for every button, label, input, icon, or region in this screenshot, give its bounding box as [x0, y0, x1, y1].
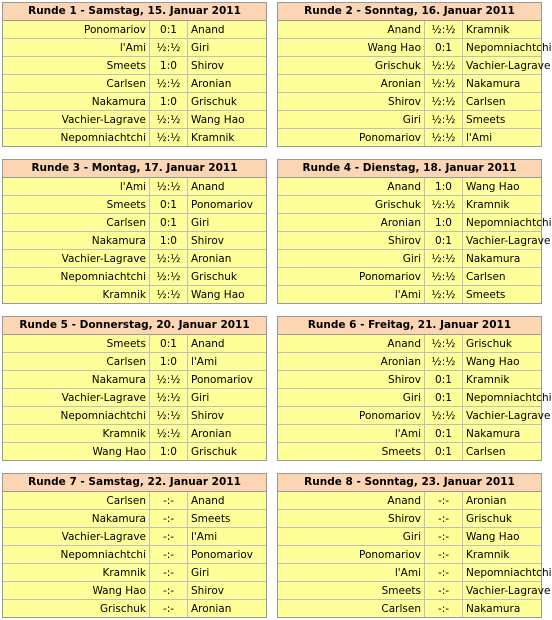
game-result: -:-	[150, 600, 188, 618]
game-result: ½:½	[425, 353, 463, 371]
game-result: 0:1	[150, 21, 188, 39]
round-8-table	[277, 473, 552, 618]
black-player: Nepomniachtchi	[463, 564, 542, 582]
white-player: l'Ami	[3, 178, 150, 196]
game-row	[278, 335, 541, 353]
game-row	[3, 443, 266, 461]
white-player: Carlsen	[3, 353, 150, 371]
black-player: Wang Hao	[463, 178, 542, 196]
white-player: Anand	[278, 492, 425, 510]
black-player: Nakamura	[463, 250, 542, 268]
white-player: Aronian	[278, 75, 425, 93]
white-player: l'Ami	[278, 564, 425, 582]
white-player: Giri	[278, 250, 425, 268]
white-player: Grischuk	[278, 57, 425, 75]
game-result: -:-	[150, 510, 188, 528]
round-title: Runde 3 - Montag, 17. Januar 2011	[3, 160, 266, 178]
black-player: Grischuk	[463, 510, 542, 528]
black-player: Kramnik	[463, 546, 542, 564]
white-player: Nepomniachtchi	[3, 407, 150, 425]
white-player: Aronian	[278, 353, 425, 371]
game-result: -:-	[425, 564, 463, 582]
black-player: l'Ami	[463, 129, 542, 147]
game-row	[3, 178, 266, 196]
white-player: Smeets	[3, 196, 150, 214]
white-player: Anand	[278, 335, 425, 353]
game-result: 0:1	[150, 335, 188, 353]
black-player: Nakamura	[463, 600, 542, 618]
white-player: Smeets	[3, 335, 150, 353]
white-player: Shirov	[278, 510, 425, 528]
white-player: Nakamura	[3, 93, 150, 111]
black-player: l'Ami	[188, 528, 267, 546]
white-player: Ponomariov	[278, 407, 425, 425]
black-player: Vachier-Lagrave	[463, 232, 542, 250]
white-player: l'Ami	[278, 286, 425, 304]
game-row	[3, 528, 266, 546]
game-result: 0:1	[425, 371, 463, 389]
game-row	[3, 214, 266, 232]
black-player: Aronian	[188, 75, 267, 93]
white-player: Wang Hao	[3, 443, 150, 461]
black-player: l'Ami	[188, 353, 267, 371]
black-player: Giri	[188, 389, 267, 407]
black-player: Shirov	[188, 57, 267, 75]
game-row	[3, 353, 266, 371]
black-player: Nepomniachtchi	[463, 214, 542, 232]
black-player: Giri	[188, 39, 267, 57]
game-result: ½:½	[150, 425, 188, 443]
black-player: Wang Hao	[463, 353, 542, 371]
round-5-table	[2, 316, 267, 461]
game-row	[278, 582, 541, 600]
white-player: Ponomariov	[278, 546, 425, 564]
game-row	[278, 268, 541, 286]
black-player: Aronian	[188, 425, 267, 443]
black-player: Kramnik	[463, 196, 542, 214]
white-player: Kramnik	[3, 425, 150, 443]
black-player: Anand	[188, 178, 267, 196]
game-result: ½:½	[150, 250, 188, 268]
game-row	[278, 492, 541, 510]
game-row	[3, 232, 266, 250]
round-1-table	[2, 2, 267, 147]
white-player: Kramnik	[3, 286, 150, 304]
white-player: Giri	[278, 389, 425, 407]
games-table	[3, 335, 266, 460]
game-result: 0:1	[150, 214, 188, 232]
white-player: Grischuk	[3, 600, 150, 618]
round-title: Runde 4 - Dienstag, 18. Januar 2011	[278, 160, 541, 178]
white-player: Nepomniachtchi	[3, 129, 150, 147]
white-player: Smeets	[3, 57, 150, 75]
round-4-table	[277, 159, 552, 304]
white-player: Giri	[278, 528, 425, 546]
black-player: Anand	[188, 492, 267, 510]
white-player: Carlsen	[3, 214, 150, 232]
round-title: Runde 5 - Donnerstag, 20. Januar 2011	[3, 317, 266, 335]
black-player: Kramnik	[463, 21, 542, 39]
game-row	[278, 528, 541, 546]
black-player: Carlsen	[463, 268, 542, 286]
white-player: Wang Hao	[278, 39, 425, 57]
game-row	[278, 250, 541, 268]
game-result: 1:0	[425, 178, 463, 196]
black-player: Aronian	[463, 492, 542, 510]
white-player: Vachier-Lagrave	[3, 389, 150, 407]
game-row	[3, 600, 266, 618]
black-player: Kramnik	[463, 371, 542, 389]
game-row	[3, 389, 266, 407]
game-result: -:-	[425, 492, 463, 510]
white-player: Shirov	[278, 232, 425, 250]
white-player: Carlsen	[3, 75, 150, 93]
game-result: ½:½	[150, 111, 188, 129]
games-table	[278, 335, 552, 460]
games-table	[3, 492, 266, 617]
game-result: ½:½	[425, 196, 463, 214]
black-player: Nepomniachtchi	[463, 389, 542, 407]
game-row	[3, 93, 266, 111]
game-result: ½:½	[150, 178, 188, 196]
white-player: Nepomniachtchi	[3, 268, 150, 286]
game-row	[3, 425, 266, 443]
game-row	[278, 510, 541, 528]
game-result: ½:½	[425, 21, 463, 39]
game-result: 0:1	[425, 389, 463, 407]
game-result: ½:½	[425, 93, 463, 111]
game-result: -:-	[150, 546, 188, 564]
black-player: Aronian	[188, 250, 267, 268]
black-player: Shirov	[188, 232, 267, 250]
black-player: Carlsen	[463, 93, 542, 111]
white-player: Carlsen	[3, 492, 150, 510]
white-player: Nepomniachtchi	[3, 546, 150, 564]
white-player: Giri	[278, 111, 425, 129]
round-6-table	[277, 316, 552, 461]
game-result: -:-	[425, 510, 463, 528]
black-player: Anand	[188, 335, 267, 353]
white-player: Anand	[278, 178, 425, 196]
game-row	[278, 178, 541, 196]
black-player: Grischuk	[188, 268, 267, 286]
game-row	[278, 129, 541, 147]
game-result: ½:½	[150, 39, 188, 57]
black-player: Shirov	[188, 582, 267, 600]
black-player: Nakamura	[463, 75, 542, 93]
game-row	[3, 39, 266, 57]
game-result: 0:1	[425, 425, 463, 443]
white-player: Wang Hao	[3, 582, 150, 600]
game-result: 1:0	[150, 443, 188, 461]
game-row	[278, 93, 541, 111]
game-row	[278, 564, 541, 582]
game-row	[3, 57, 266, 75]
games-table	[3, 178, 266, 303]
game-row	[278, 196, 541, 214]
game-row	[278, 425, 541, 443]
game-row	[3, 111, 266, 129]
game-row	[3, 268, 266, 286]
white-player: Vachier-Lagrave	[3, 111, 150, 129]
black-player: Ponomariov	[188, 196, 267, 214]
game-row	[3, 546, 266, 564]
games-table	[278, 492, 552, 617]
game-result: ½:½	[425, 57, 463, 75]
game-result: ½:½	[150, 371, 188, 389]
black-player: Smeets	[463, 111, 542, 129]
game-result: -:-	[425, 600, 463, 618]
white-player: Vachier-Lagrave	[3, 250, 150, 268]
game-row	[3, 21, 266, 39]
game-row	[3, 371, 266, 389]
game-row	[3, 335, 266, 353]
white-player: Ponomariov	[278, 129, 425, 147]
black-player: Carlsen	[463, 443, 542, 461]
white-player: Nakamura	[3, 371, 150, 389]
black-player: Shirov	[188, 407, 267, 425]
white-player: Smeets	[278, 443, 425, 461]
game-row	[278, 600, 541, 618]
game-row	[3, 196, 266, 214]
game-row	[278, 111, 541, 129]
white-player: Carlsen	[278, 600, 425, 618]
black-player: Grischuk	[188, 443, 267, 461]
game-row	[278, 407, 541, 425]
black-player: Grischuk	[188, 93, 267, 111]
white-player: Ponomariov	[3, 21, 150, 39]
game-result: ½:½	[150, 268, 188, 286]
white-player: Smeets	[278, 582, 425, 600]
game-result: 1:0	[425, 214, 463, 232]
game-row	[3, 492, 266, 510]
black-player: Vachier-Lagrave	[463, 407, 542, 425]
black-player: Smeets	[188, 510, 267, 528]
white-player: l'Ami	[3, 39, 150, 57]
black-player: Wang Hao	[188, 111, 267, 129]
white-player: Vachier-Lagrave	[3, 528, 150, 546]
game-row	[3, 564, 266, 582]
black-player: Grischuk	[463, 335, 542, 353]
white-player: Ponomariov	[278, 268, 425, 286]
game-row	[278, 546, 541, 564]
round-2-table	[277, 2, 552, 147]
white-player: Shirov	[278, 93, 425, 111]
round-title: Runde 6 - Freitag, 21. Januar 2011	[278, 317, 541, 335]
game-row	[278, 353, 541, 371]
game-row	[3, 286, 266, 304]
game-result: ½:½	[150, 389, 188, 407]
game-result: ½:½	[425, 268, 463, 286]
white-player: Kramnik	[3, 564, 150, 582]
black-player: Vachier-Lagrave	[463, 582, 542, 600]
round-title: Runde 8 - Sonntag, 23. Januar 2011	[278, 474, 541, 492]
game-row	[278, 75, 541, 93]
games-table	[278, 21, 552, 146]
game-result: -:-	[150, 528, 188, 546]
game-result: ½:½	[425, 111, 463, 129]
white-player: Nakamura	[3, 232, 150, 250]
game-row	[278, 214, 541, 232]
black-player: Giri	[188, 564, 267, 582]
game-result: ½:½	[150, 286, 188, 304]
game-row	[278, 39, 541, 57]
round-3-table	[2, 159, 267, 304]
game-result: ½:½	[425, 250, 463, 268]
game-row	[278, 371, 541, 389]
black-player: Giri	[188, 214, 267, 232]
game-row	[3, 250, 266, 268]
games-table	[3, 21, 266, 146]
game-result: -:-	[150, 582, 188, 600]
black-player: Anand	[188, 21, 267, 39]
white-player: Aronian	[278, 214, 425, 232]
round-title: Runde 7 - Samstag, 22. Januar 2011	[3, 474, 266, 492]
game-row	[278, 286, 541, 304]
game-result: 0:1	[425, 39, 463, 57]
game-result: 1:0	[150, 232, 188, 250]
white-player: l'Ami	[278, 425, 425, 443]
game-result: ½:½	[425, 129, 463, 147]
game-result: ½:½	[425, 286, 463, 304]
white-player: Anand	[278, 21, 425, 39]
game-row	[3, 129, 266, 147]
game-row	[3, 582, 266, 600]
game-result: 1:0	[150, 353, 188, 371]
black-player: Aronian	[188, 600, 267, 618]
white-player: Shirov	[278, 371, 425, 389]
game-row	[278, 21, 541, 39]
game-result: ½:½	[150, 407, 188, 425]
game-result: 1:0	[150, 93, 188, 111]
game-result: -:-	[425, 528, 463, 546]
black-player: Wang Hao	[188, 286, 267, 304]
black-player: Vachier-Lagrave	[463, 57, 542, 75]
game-row	[3, 407, 266, 425]
black-player: Nakamura	[463, 425, 542, 443]
game-row	[278, 389, 541, 407]
game-row	[278, 443, 541, 461]
game-result: 1:0	[150, 57, 188, 75]
game-result: ½:½	[425, 407, 463, 425]
white-player: Grischuk	[278, 196, 425, 214]
round-title: Runde 2 - Sonntag, 16. Januar 2011	[278, 3, 541, 21]
round-7-table	[2, 473, 267, 618]
game-result: ½:½	[425, 75, 463, 93]
game-result: ½:½	[425, 335, 463, 353]
white-player: Nakamura	[3, 510, 150, 528]
game-result: 0:1	[150, 196, 188, 214]
black-player: Ponomariov	[188, 546, 267, 564]
game-result: 0:1	[425, 443, 463, 461]
game-result: -:-	[425, 582, 463, 600]
game-row	[278, 57, 541, 75]
game-result: ½:½	[150, 129, 188, 147]
black-player: Nepomniachtchi	[463, 39, 542, 57]
game-result: -:-	[425, 546, 463, 564]
game-result: -:-	[150, 492, 188, 510]
game-result: 0:1	[425, 232, 463, 250]
game-row	[3, 75, 266, 93]
black-player: Wang Hao	[463, 528, 542, 546]
game-row	[278, 232, 541, 250]
black-player: Smeets	[463, 286, 542, 304]
game-result: -:-	[150, 564, 188, 582]
game-row	[3, 510, 266, 528]
games-table	[278, 178, 552, 303]
black-player: Kramnik	[188, 129, 267, 147]
game-result: ½:½	[150, 75, 188, 93]
round-title: Runde 1 - Samstag, 15. Januar 2011	[3, 3, 266, 21]
black-player: Ponomariov	[188, 371, 267, 389]
